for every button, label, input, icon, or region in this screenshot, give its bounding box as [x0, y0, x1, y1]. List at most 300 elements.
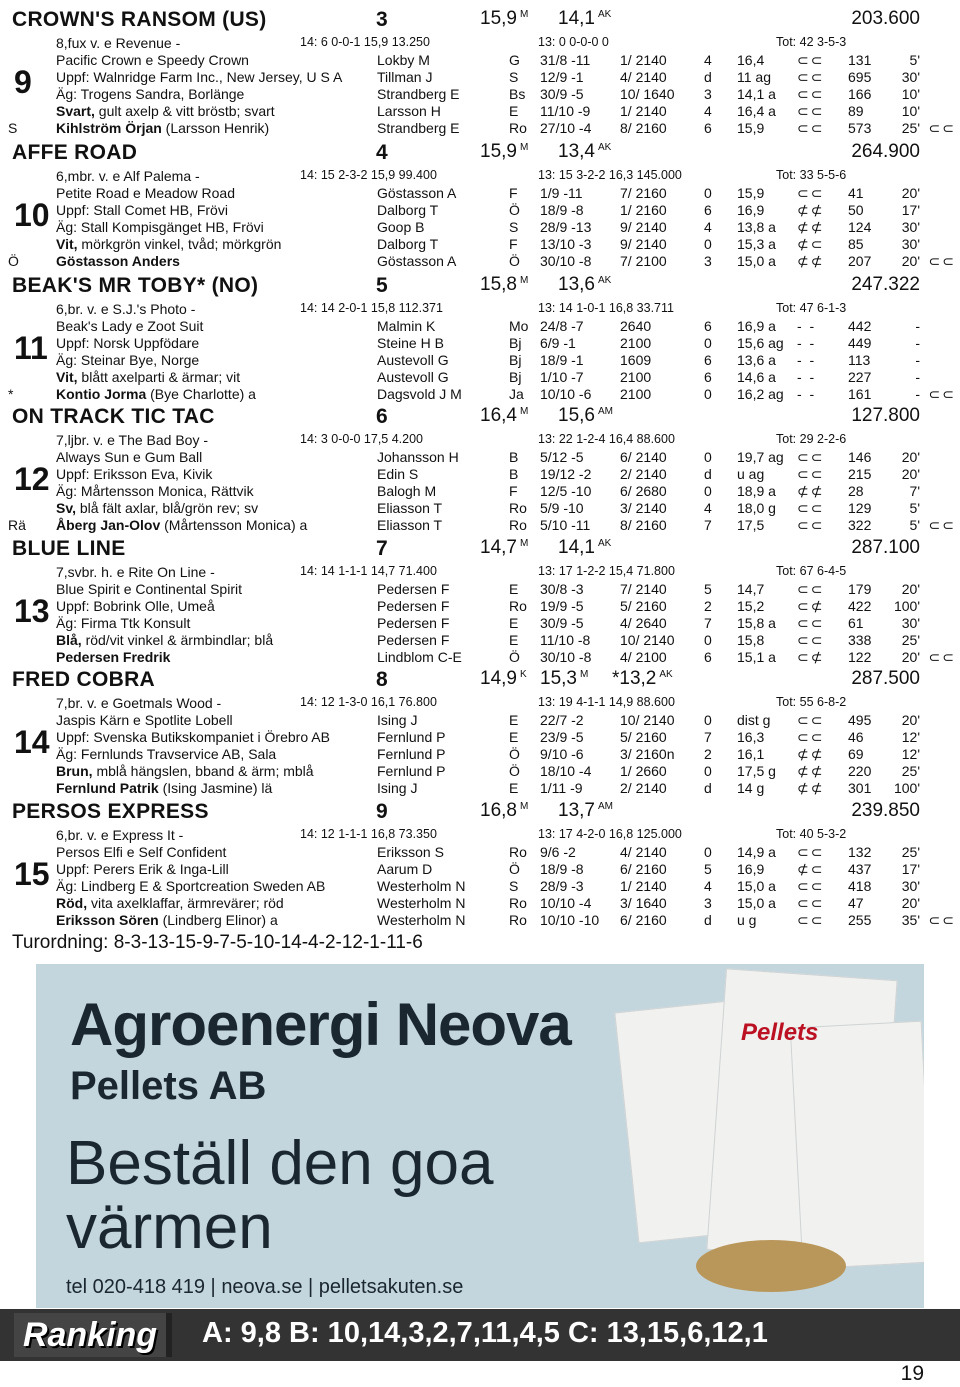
start-row: [0, 386, 960, 403]
pedigree-text: Eriksson Sören (Lindberg Elinor) a: [56, 912, 278, 928]
placing-distance: 10/ 1640: [620, 86, 675, 102]
race-date: 28/9 -13: [540, 219, 592, 235]
race-date: 13/10 -3: [540, 236, 592, 252]
start-row: [0, 500, 960, 517]
horse-header: [0, 668, 960, 695]
post-position: 9: [376, 800, 388, 823]
placing-distance: 6/ 2140: [620, 449, 667, 465]
odds: 695: [848, 69, 872, 85]
race-date: 5/12 -5: [540, 449, 584, 465]
placing-distance: 6/ 2680: [620, 483, 667, 499]
odds: 495: [848, 712, 872, 728]
km-time: 15,8: [737, 632, 765, 648]
ranking-bar: [0, 1309, 960, 1361]
driver: Eriksson S: [377, 844, 444, 860]
horse-name: CROWN'S RANSOM (US): [12, 8, 267, 31]
placing-distance: 4/ 2640: [620, 615, 667, 631]
km-time: 15,0 a: [737, 878, 776, 894]
start-spot: 3: [704, 253, 712, 269]
start-row: [0, 466, 960, 483]
pedigree-text: Uppf: Svenska Butikskompaniet i Örebro AB: [56, 729, 330, 745]
prize: -: [915, 386, 920, 402]
pedigree-text: Äg: Trogens Sandra, Borlänge: [56, 86, 245, 102]
prize: 30': [901, 878, 920, 894]
horse-header: [0, 405, 960, 432]
best-time: 14,1 $^{AK}$: [558, 537, 612, 558]
pellets-bag-label: Pellets: [741, 1019, 819, 1046]
track: E: [509, 729, 519, 745]
shoe-icon: ⊂⊂: [797, 581, 825, 597]
start-row: [0, 878, 960, 895]
km-time: 15,2: [737, 598, 765, 614]
horse-entry: [0, 405, 960, 534]
pedigree-text: Svart, gult axelp & vitt bröstb; svart: [56, 103, 275, 119]
shoe-icon: ⊂⊂: [928, 253, 956, 269]
track: F: [509, 236, 518, 252]
driver: Austevoll G: [377, 352, 449, 368]
driver: Pedersen F: [377, 615, 450, 631]
track: Ro: [509, 120, 527, 136]
pedigree-text: Äg: Fernlunds Travservice AB, Sala: [56, 746, 277, 762]
placing-distance: 2100: [620, 386, 652, 402]
horse-name: PERSOS EXPRESS: [12, 800, 209, 823]
shoe-icon: ⊄⊄: [797, 746, 825, 762]
best-time: 14,9 $^K$: [480, 668, 527, 689]
best-time: *13,2 $^{AK}$: [612, 668, 673, 689]
km-time: 16,3: [737, 729, 765, 745]
start-row: [0, 844, 960, 861]
race-date: 18/9 -8: [540, 202, 584, 218]
placing-distance: 7/ 2100: [620, 253, 667, 269]
track: Ö: [509, 746, 520, 762]
start-spot: 0: [704, 449, 712, 465]
odds: 46: [848, 729, 864, 745]
ad-slogan: Beställ den goa värmen: [66, 1129, 494, 1262]
km-time: 16,2 ag: [737, 386, 784, 402]
km-time: 16,9: [737, 202, 765, 218]
start-row: [0, 483, 960, 500]
placing-distance: 8/ 2160: [620, 517, 667, 533]
track: Ö: [509, 763, 520, 779]
prize: 10': [901, 86, 920, 102]
shoe-icon: - -: [797, 318, 817, 334]
track: Ro: [509, 895, 527, 911]
pedigree-text: Uppf: Stall Comet HB, Frövi: [56, 202, 228, 218]
stats-total: Tot: 33 5-5-6: [776, 168, 847, 182]
prize: 20': [901, 581, 920, 597]
post-position: 7: [376, 537, 388, 560]
race-date: 24/8 -7: [540, 318, 584, 334]
earnings: 127.800: [851, 405, 920, 426]
pedigree-text: Uppf: Eriksson Eva, Kivik: [56, 466, 213, 482]
shoe-icon: ⊂⊂: [928, 120, 956, 136]
shoe-icon: ⊄⊂: [797, 236, 825, 252]
horse-info: 8,fux v. e Revenue -: [56, 35, 181, 51]
placing-distance: 7/ 2140: [620, 581, 667, 597]
start-spot: 0: [704, 483, 712, 499]
earnings: 287.100: [851, 537, 920, 558]
shoe-icon: ⊂⊂: [928, 912, 956, 928]
odds: 322: [848, 517, 872, 533]
pedigree-text: Jaspis Kärn e Spotlite Lobell: [56, 712, 233, 728]
start-row: [0, 729, 960, 746]
start-number: 14: [14, 724, 50, 760]
horse-entry: [0, 800, 960, 929]
race-date: 11/10 -8: [540, 632, 591, 648]
start-row: [0, 185, 960, 202]
driver: Steine H B: [377, 335, 444, 351]
best-time: 15,6 $^{AM}$: [558, 405, 613, 426]
pedigree-text: Vit, blått axelparti & ärmar; vit: [56, 369, 241, 385]
horse-info: 7,svbr. h. e Rite On Line -: [56, 564, 215, 580]
earnings: 287.500: [851, 668, 920, 689]
km-time: 17,5: [737, 517, 765, 533]
advertisement: [36, 964, 924, 1308]
track: B: [509, 466, 519, 482]
prize: 20': [901, 449, 920, 465]
placing-distance: 2/ 2140: [620, 466, 667, 482]
ad-contact: tel 020-418 419 | neova.se | pelletsakuten.se: [66, 1276, 464, 1298]
prize: 25': [901, 632, 920, 648]
start-spot: 0: [704, 712, 712, 728]
pedigree-text: Brun, mblå hängslen, bband & ärm; mblå: [56, 763, 314, 779]
track: E: [509, 581, 519, 597]
track: Ö: [509, 253, 520, 269]
ranking-text: A: 9,8 B: 10,14,3,2,7,11,4,5 C: 13,15,6,12,1: [202, 1317, 768, 1349]
track: Ro: [509, 598, 527, 614]
placing-distance: 8/ 2160: [620, 120, 667, 136]
km-time: 14,9 a: [737, 844, 776, 860]
placing-distance: 5/ 2160: [620, 598, 667, 614]
placing-distance: 3/ 2140: [620, 500, 667, 516]
shoe-icon: ⊂⊂: [797, 500, 825, 516]
driver: Fernlund P: [377, 729, 446, 745]
best-time: 16,8 $^M$: [480, 800, 529, 821]
shoe-icon: ⊂⊂: [797, 912, 825, 928]
stats-row: [0, 695, 960, 712]
driver: Ising J: [377, 712, 418, 728]
track: Bj: [509, 335, 522, 351]
km-time: 15,0 a: [737, 253, 776, 269]
horse-entry: [0, 274, 960, 403]
pedigree-text: Kihlström Örjan (Larsson Henrik): [56, 120, 270, 136]
trainer-mark: Rä: [8, 517, 26, 533]
odds: 418: [848, 878, 872, 894]
km-time: 13,8 a: [737, 219, 776, 235]
driver: Strandberg E: [377, 86, 460, 102]
driver: Pedersen F: [377, 598, 450, 614]
prize: 30': [901, 236, 920, 252]
stats-row: [0, 168, 960, 185]
race-date: 9/10 -6: [540, 746, 584, 762]
race-date: 28/9 -3: [540, 878, 584, 894]
shoe-icon: ⊂⊂: [797, 729, 825, 745]
shoe-icon: ⊂⊂: [797, 895, 825, 911]
driver: Fernlund P: [377, 746, 446, 762]
placing-distance: 1/ 2660: [620, 763, 667, 779]
race-date: 30/10 -8: [540, 649, 592, 665]
driver: Pedersen F: [377, 581, 450, 597]
shoe-icon: ⊂⊂: [797, 466, 825, 482]
km-time: 11 ag: [737, 69, 771, 85]
stats-this-year: 14: 15 2-3-2 15,9 99.400: [300, 168, 437, 182]
start-row: [0, 236, 960, 253]
start-spot: 7: [704, 517, 712, 533]
shoe-icon: ⊄⊄: [797, 483, 825, 499]
odds: 449: [848, 335, 872, 351]
driver: Fernlund P: [377, 763, 446, 779]
start-number: 12: [14, 461, 50, 497]
start-row: [0, 69, 960, 86]
odds: 422: [848, 598, 872, 614]
odds: 437: [848, 861, 872, 877]
horse-info: 6,br. v. e Express It -: [56, 827, 184, 843]
pedigree-text: Sv, blå fält axlar, blå/grön rev; sv: [56, 500, 259, 516]
earnings: 247.322: [851, 274, 920, 295]
start-row: [0, 369, 960, 386]
race-date: 30/9 -5: [540, 86, 584, 102]
start-spot: 2: [704, 598, 712, 614]
prize: 100': [893, 780, 920, 796]
placing-distance: 1/ 2140: [620, 103, 667, 119]
km-time: 15,3 a: [737, 236, 776, 252]
stats-total: Tot: 42 3-5-3: [776, 35, 847, 49]
race-date: 18/10 -4: [540, 763, 592, 779]
prize: 20': [901, 466, 920, 482]
prize: 25': [901, 763, 920, 779]
race-date: 5/9 -10: [540, 500, 584, 516]
km-time: 14 g: [737, 780, 765, 796]
start-row: [0, 86, 960, 103]
start-number: 10: [14, 197, 50, 233]
horse-header: [0, 141, 960, 168]
odds: 166: [848, 86, 872, 102]
race-date: 1/11 -9: [540, 780, 583, 796]
placing-distance: 1/ 2160: [620, 202, 667, 218]
start-row: [0, 517, 960, 534]
horse-entry: [0, 141, 960, 270]
prize: 5': [909, 500, 920, 516]
driver: Göstasson A: [377, 253, 457, 269]
pedigree-text: Äg: Stall Kompisgänget HB, Frövi: [56, 219, 264, 235]
race-date: 30/9 -5: [540, 615, 584, 631]
shoe-icon: ⊂⊄: [797, 649, 825, 665]
start-row: [0, 780, 960, 797]
pedigree-text: Blå, röd/vit vinkel & ärmbindlar; blå: [56, 632, 274, 648]
start-row: [0, 120, 960, 137]
track: S: [509, 878, 519, 894]
odds: 215: [848, 466, 872, 482]
driver: Balogh M: [377, 483, 437, 499]
prize: 20': [901, 712, 920, 728]
odds: 301: [848, 780, 872, 796]
shoe-icon: ⊂⊂: [797, 449, 825, 465]
prize: 30': [901, 219, 920, 235]
driver: Dalborg T: [377, 236, 439, 252]
shoe-icon: ⊂⊂: [797, 52, 825, 68]
shoe-icon: ⊄⊄: [797, 219, 825, 235]
placing-distance: 4/ 2140: [620, 844, 667, 860]
driver: Eliasson T: [377, 517, 443, 533]
shoe-icon: ⊂⊂: [797, 844, 825, 860]
start-spot: 0: [704, 386, 712, 402]
start-spot: d: [704, 912, 712, 928]
start-row: [0, 649, 960, 666]
shoe-icon: ⊄⊄: [797, 202, 825, 218]
pedigree-text: Blue Spirit e Continental Spirit: [56, 581, 242, 597]
placing-distance: 4/ 2100: [620, 649, 667, 665]
stats-last-year: 13: 17 1-2-2 15,4 71.800: [538, 564, 675, 578]
km-time: 15,8 a: [737, 615, 776, 631]
odds: 122: [848, 649, 872, 665]
start-spot: 0: [704, 632, 712, 648]
placing-distance: 6/ 2160: [620, 861, 667, 877]
shoe-icon: ⊂⊂: [928, 649, 956, 665]
start-row: [0, 912, 960, 929]
shoe-icon: ⊂⊂: [797, 632, 825, 648]
shoe-icon: - -: [797, 369, 817, 385]
driver: Ising J: [377, 780, 418, 796]
prize: 25': [901, 844, 920, 860]
start-spot: 2: [704, 746, 712, 762]
start-row: [0, 318, 960, 335]
odds: 41: [848, 185, 864, 201]
placing-distance: 5/ 2160: [620, 729, 667, 745]
prize: 30': [901, 69, 920, 85]
shoe-icon: ⊂⊂: [928, 386, 956, 402]
start-spot: 4: [704, 878, 712, 894]
prize: 5': [909, 52, 920, 68]
odds: 220: [848, 763, 872, 779]
prize: 12': [901, 729, 920, 745]
horse-info: 7,ljbr. v. e The Bad Boy -: [56, 432, 209, 448]
start-row: [0, 52, 960, 69]
odds: 207: [848, 253, 872, 269]
start-spot: 4: [704, 103, 712, 119]
driver: Malmin K: [377, 318, 436, 334]
stats-total: Tot: 47 6-1-3: [776, 301, 847, 315]
shoe-icon: ⊂⊂: [797, 615, 825, 631]
start-spot: 6: [704, 318, 712, 334]
prize: 7': [909, 483, 920, 499]
race-date: 19/9 -5: [540, 598, 584, 614]
driver: Pedersen F: [377, 632, 450, 648]
start-row: [0, 861, 960, 878]
pedigree-text: Pedersen Fredrik: [56, 649, 171, 665]
best-time: 15,9 $^M$: [480, 8, 529, 29]
start-spot: 4: [704, 219, 712, 235]
race-date: 6/9 -1: [540, 335, 576, 351]
post-position: 5: [376, 274, 388, 297]
start-row: [0, 253, 960, 270]
stats-total: Tot: 40 5-3-2: [776, 827, 847, 841]
placing-distance: 2100: [620, 335, 652, 351]
driver: Dalborg T: [377, 202, 439, 218]
post-position: 6: [376, 405, 388, 428]
pedigree-text: Göstasson Anders: [56, 253, 180, 269]
race-date: 22/7 -2: [540, 712, 584, 728]
km-time: 16,9: [737, 861, 765, 877]
stats-this-year: 14: 12 1-1-1 16,8 73.350: [300, 827, 437, 841]
odds: 61: [848, 615, 864, 631]
km-time: 16,1: [737, 746, 765, 762]
driver: Westerholm N: [377, 912, 466, 928]
race-date: 10/10 -4: [540, 895, 592, 911]
ad-company-sub: Pellets AB: [70, 1064, 267, 1108]
odds: 255: [848, 912, 872, 928]
track: Ö: [509, 649, 520, 665]
pedigree-text: Åberg Jan-Olov (Mårtensson Monica) a: [56, 517, 308, 533]
race-date: 18/9 -1: [540, 352, 584, 368]
stats-row: [0, 432, 960, 449]
prize: -: [915, 335, 920, 351]
odds: 146: [848, 449, 872, 465]
stats-total: Tot: 29 2-2-6: [776, 432, 847, 446]
start-row: [0, 449, 960, 466]
track: Ro: [509, 912, 527, 928]
horse-entry: [0, 537, 960, 666]
prize: 20': [901, 649, 920, 665]
track: Ro: [509, 500, 527, 516]
km-time: 15,6 ag: [737, 335, 784, 351]
pedigree-text: Uppf: Norsk Uppfödare: [56, 335, 200, 351]
shoe-icon: ⊄⊄: [797, 253, 825, 269]
prize: 12': [901, 746, 920, 762]
start-spot: 6: [704, 202, 712, 218]
track: E: [509, 780, 519, 796]
driver: Larsson H: [377, 103, 441, 119]
km-time: u ag: [737, 466, 765, 482]
driver: Tillman J: [377, 69, 433, 85]
start-row: [0, 615, 960, 632]
shoe-icon: ⊂⊂: [797, 103, 825, 119]
odds: 573: [848, 120, 872, 136]
stats-last-year: 13: 14 1-0-1 16,8 33.711: [538, 301, 674, 315]
stats-this-year: 14: 14 1-1-1 14,7 71.400: [300, 564, 437, 578]
start-row: [0, 598, 960, 615]
odds: 227: [848, 369, 872, 385]
km-time: 17,5 g: [737, 763, 776, 779]
km-time: 13,6 a: [737, 352, 776, 368]
start-spot: 3: [704, 86, 712, 102]
placing-distance: 4/ 2140: [620, 69, 667, 85]
shoe-icon: ⊂⊂: [928, 517, 956, 533]
horse-name: FRED COBRA: [12, 668, 155, 691]
stats-last-year: 13: 17 4-2-0 16,8 125.000: [538, 827, 682, 841]
trainer-mark: S: [8, 120, 18, 136]
start-spot: 6: [704, 649, 712, 665]
km-time: 16,9 a: [737, 318, 776, 334]
start-row: [0, 202, 960, 219]
km-time: 18,0 g: [737, 500, 776, 516]
prize: 35': [901, 912, 920, 928]
pedigree-text: Äg: Steinar Bye, Norge: [56, 352, 200, 368]
earnings: 239.850: [851, 800, 920, 821]
track: Ja: [509, 386, 524, 402]
race-date: 30/8 -3: [540, 581, 584, 597]
track: E: [509, 103, 519, 119]
pedigree-text: Persos Elfi e Self Confident: [56, 844, 227, 860]
prize: 20': [901, 253, 920, 269]
start-row: [0, 581, 960, 598]
start-spot: 0: [704, 763, 712, 779]
driver: Lindblom C-E: [377, 649, 462, 665]
race-date: 30/10 -8: [540, 253, 592, 269]
stats-row: [0, 564, 960, 581]
start-number: 9: [14, 64, 32, 100]
horse-header: [0, 274, 960, 301]
start-spot: d: [704, 466, 712, 482]
